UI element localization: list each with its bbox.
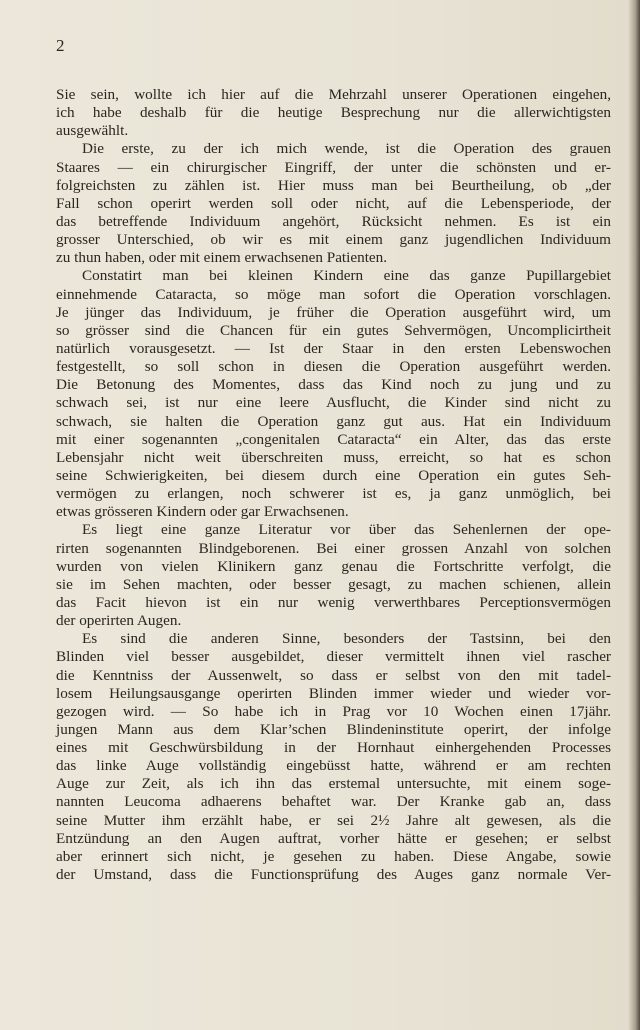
body-text — [56, 86, 611, 884]
text-line: rirten sogenannten Blindgeborenen. Bei einer grossen Anzahl von solchen — [56, 539, 611, 557]
text-line: Je jünger das Individuum, je früher die Operation ausgeführt wird, um — [56, 303, 611, 321]
text-line: mit einer sogenannten „congenitalen Cataracta“ ein Alter, das das erste — [56, 430, 611, 448]
text-line: Staares — ein chirurgischer Eingriff, der unter die schönsten und er- — [56, 158, 611, 176]
text-line: die Kenntniss der Aussenwelt, so dass er selbst von den mit tadel- — [56, 666, 611, 684]
text-line: seine Schwierigkeiten, bei diesem durch eine Operation ein gutes Seh- — [56, 466, 611, 484]
text-line: Lebensjahr nicht weit überschreiten muss, erreicht, so hat es schon — [56, 448, 611, 466]
text-line: jungen Mann aus dem Klar’schen Blindeninstitute operirt, der infolge — [56, 720, 611, 738]
text-line: das Facit hievon ist ein nur wenig verwerthbares Perceptionsvermögen — [56, 593, 611, 611]
text-line: Die erste, zu der ich mich wende, ist die Operation des grauen — [82, 140, 611, 158]
page-edge-shadow — [628, 0, 640, 1030]
text-line: gezogen wird. — So habe ich in Prag vor 10 Wochen einen 17jähr. — [56, 702, 611, 720]
text-line: natürlich vorausgesetzt. — Ist der Staar in den ersten Lebenswochen — [56, 339, 611, 357]
text-line: Auge zur Zeit, als ich ihn das erstemal untersuchte, mit einem soge- — [56, 775, 611, 793]
text-line: sie im Sehen machten, oder besser gesagt, zu machen schienen, allein — [56, 575, 611, 593]
text-line: grosser Unterschied, ob wir es mit einem ganz jugendlichen Individuum — [56, 231, 611, 249]
text-line: der operirten Augen. — [56, 612, 182, 630]
page-number: 2 — [56, 36, 65, 55]
text-line: das linke Auge vollständig eingebüsst hatte, während er am rechten — [56, 757, 611, 775]
text-line: wurden von vielen Klinikern ganz genau die Fortschritte verfolgt, die — [56, 557, 611, 575]
text-line: seine Mutter ihm erzählt habe, er sei 2½ Jahre alt gewesen, als die — [56, 811, 611, 829]
text-line: Es sind die anderen Sinne, besonders der Tastsinn, bei den — [82, 630, 611, 648]
text-line: nannten Leucoma adhaerens behaftet war. Der Kranke gab an, dass — [56, 793, 611, 811]
text-line: etwas grösseren Kindern oder gar Erwachsenen. — [56, 503, 349, 521]
text-line: so grösser sind die Chancen für ein gutes Sehvermögen, Uncomplicirtheit — [56, 321, 611, 339]
text-line: Es liegt eine ganze Literatur vor über das Sehenlernen der ope- — [82, 521, 611, 539]
text-line: das betreffende Individuum angehört, Rücksicht nehmen. Es ist ein — [56, 212, 611, 230]
text-line: schwach sei, ist nur eine leere Ausflucht, die Kinder sind nicht zu — [56, 394, 611, 412]
text-line: Die Betonung des Momentes, dass das Kind noch zu jung und zu — [56, 376, 611, 394]
text-line: ich habe deshalb für die heutige Besprechung nur die allerwichtigsten — [56, 104, 611, 122]
text-line: Fall schon operirt werden soll oder nicht, auf die Lebensperiode, der — [56, 194, 611, 212]
text-line: eines mit Geschwürsbildung in der Hornhaut einhergehenden Processes — [56, 739, 611, 757]
text-line: Constatirt man bei kleinen Kindern eine das ganze Pupillargebiet — [82, 267, 611, 285]
text-line: vermögen zu erlangen, noch schwerer ist es, ja ganz unmöglich, bei — [56, 485, 611, 503]
text-line: Sie sein, wollte ich hier auf die Mehrzahl unserer Operationen eingehen, — [56, 86, 611, 103]
text-line: der Umstand, dass die Functionsprüfung des Auges ganz normale Ver- — [56, 866, 611, 884]
text-line: festgestellt, so soll schon in diesen die Operation ausgeführt werden. — [56, 358, 611, 376]
text-line: losem Heilungsausgange operirten Blinden immer wieder und wieder vor- — [56, 684, 611, 702]
text-line: Entzündung an den Augen auftrat, vorher hätte er gesehen; er selbst — [56, 829, 611, 847]
text-line: schwach, sie halten die Operation ganz gut aus. Hat ein Individuum — [56, 412, 611, 430]
text-line: zu thun haben, oder mit einem erwachsenen Patienten. — [56, 249, 388, 267]
text-line: Blinden viel besser ausgebildet, dieser vermittelt ihnen viel rascher — [56, 648, 611, 666]
text-line: ausgewählt. — [56, 122, 129, 140]
text-line: aber erinnert sich nicht, je gesehen zu haben. Diese Angabe, sowie — [56, 847, 611, 865]
text-line: folgreichsten zu zählen ist. Hier muss man bei Beurtheilung, ob „der — [56, 176, 611, 194]
text-line: einnehmende Cataracta, so möge man sofort die Operation vorschlagen. — [56, 285, 611, 303]
